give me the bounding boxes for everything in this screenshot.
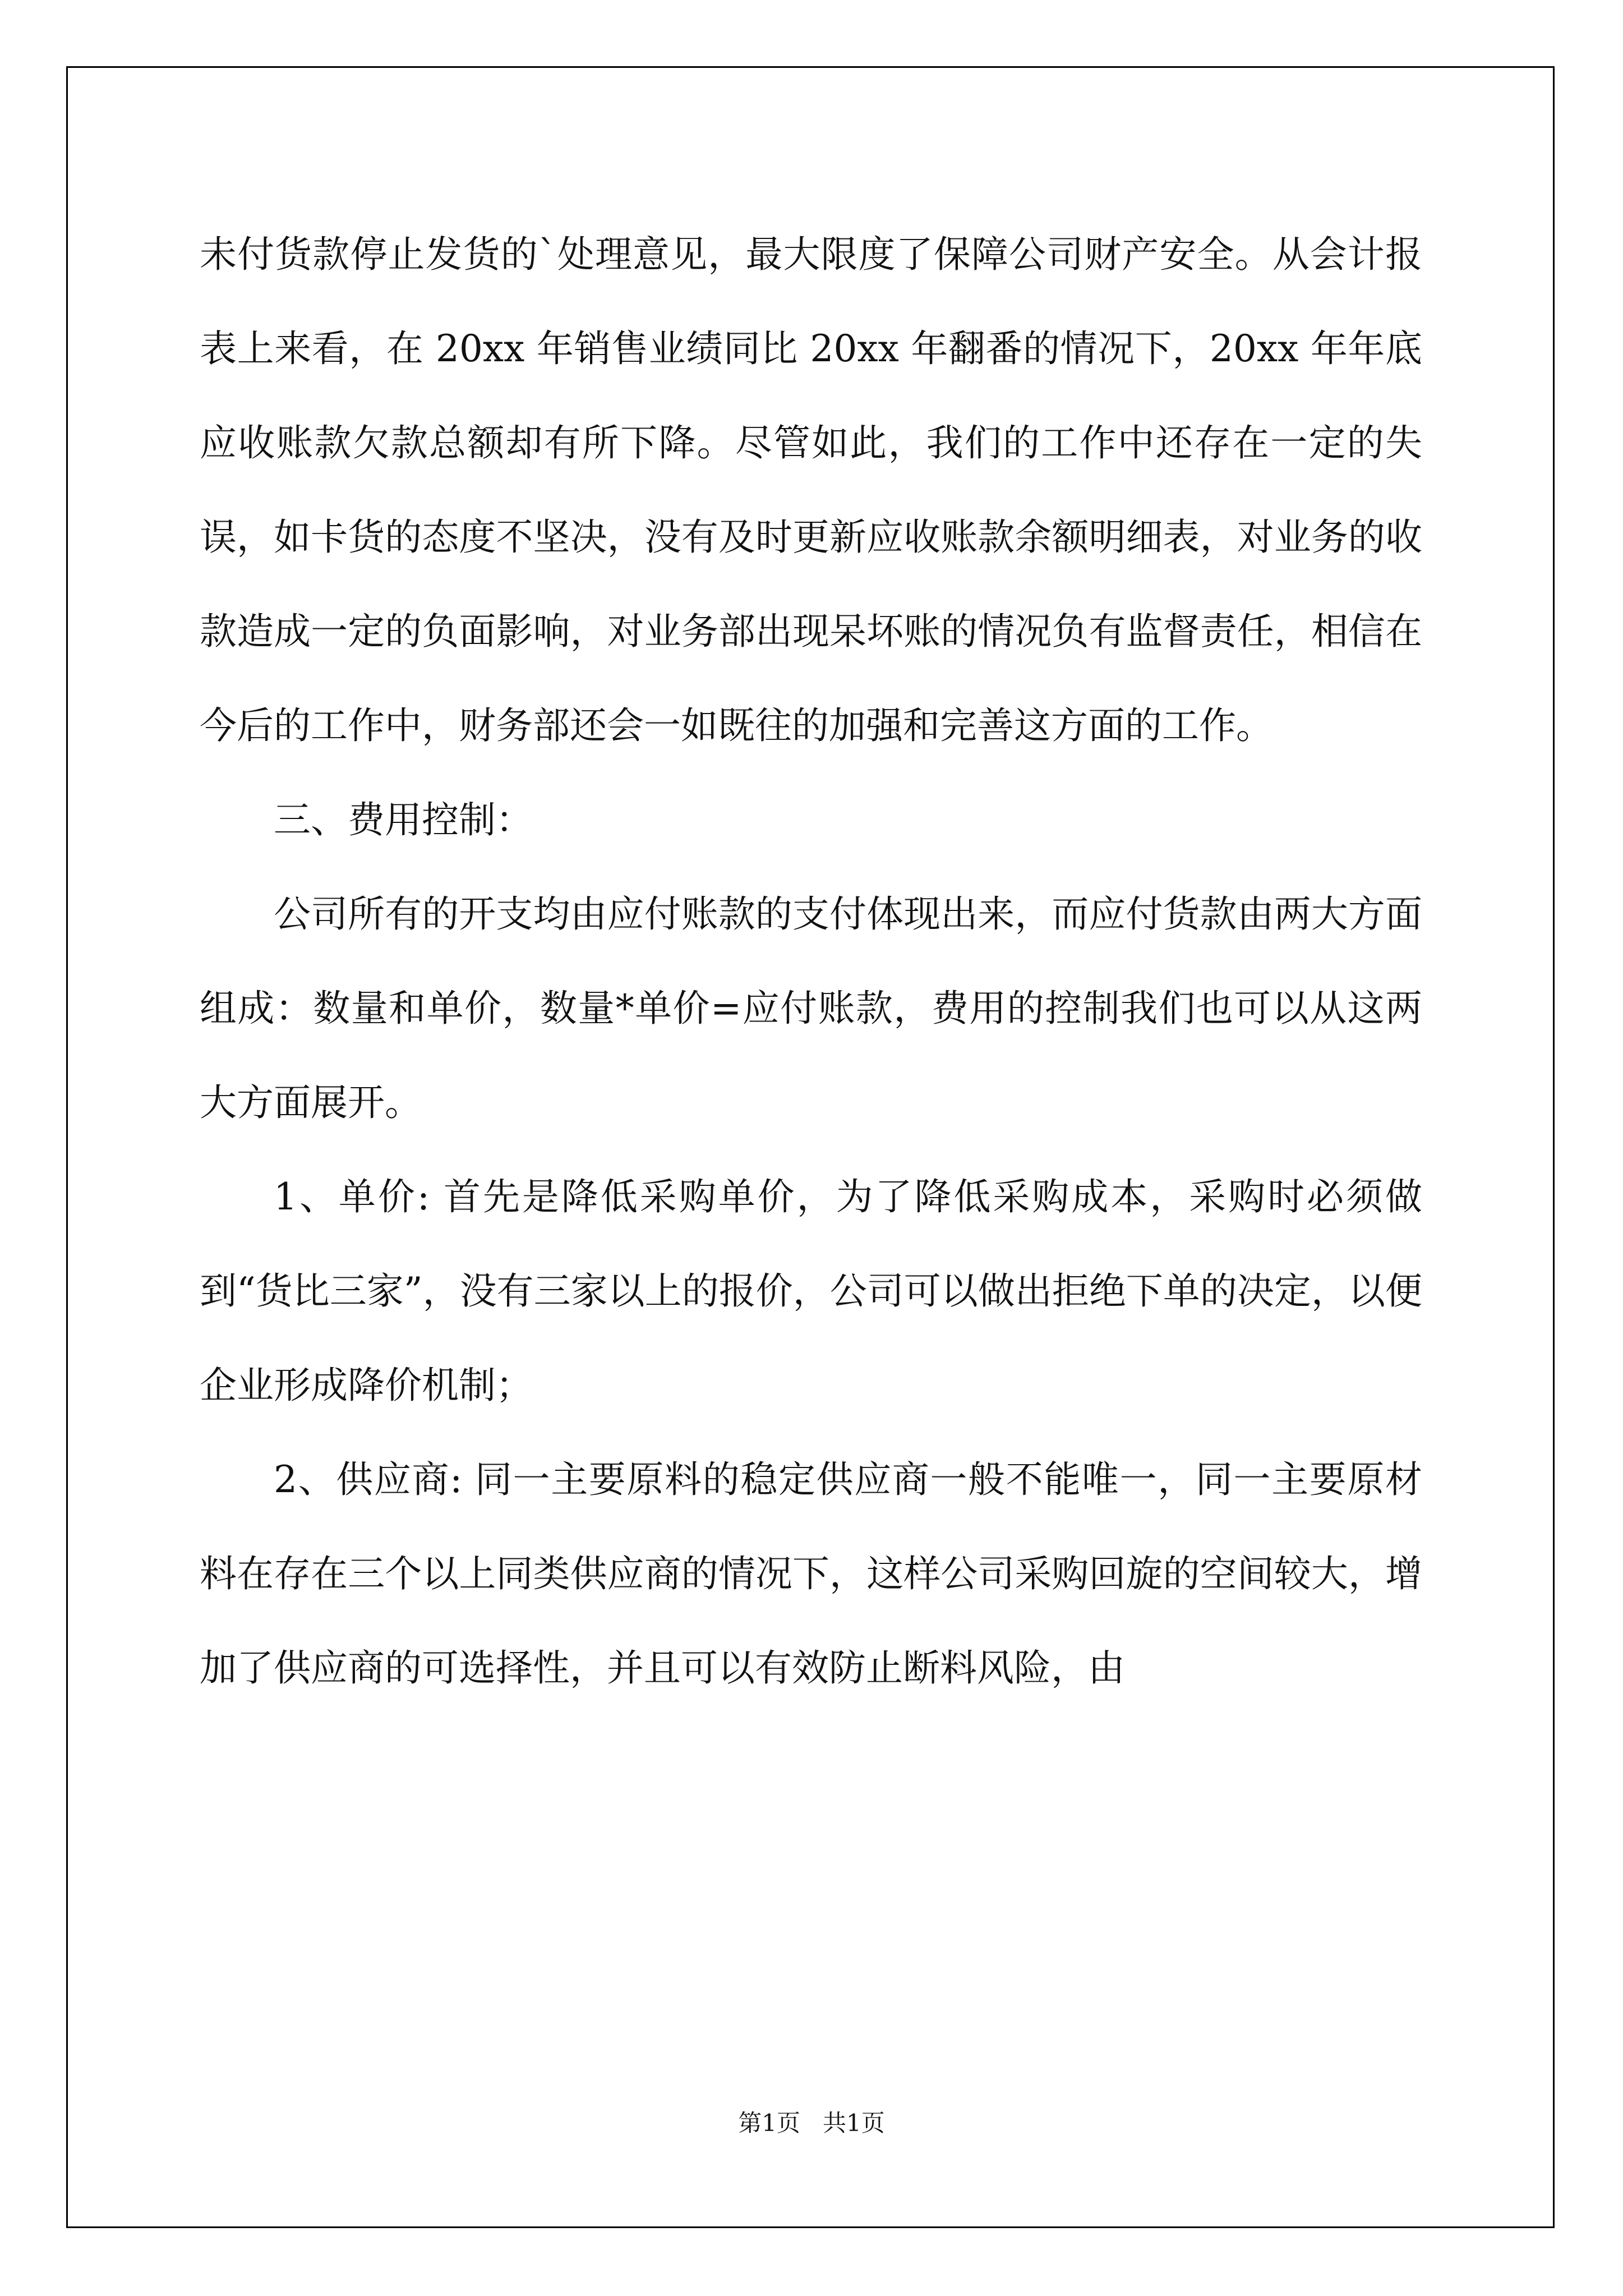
page-footer (0, 2105, 1623, 2138)
paragraph-expense-overview: 公司所有的开支均由应付账款的支付体现出来，而应付货款由两大方面组成：数量和单价，数量*单价=应付账款，费用的控制我们也可以从这两大方面展开。 (200, 892, 1422, 1124)
page-number-label: 第1页 (738, 2109, 800, 2137)
document-body (200, 208, 1422, 1715)
paragraph-supplier: 2、供应商: 同一主要原料的稳定供应商一般不能唯一，同一主要原材料在存在三个以上同类供应商的情况下，这样公司采购回旋的空间较大，增加了供应商的可选择性，并且可以有效防止断料风险，由 (200, 1458, 1422, 1690)
page-total-label: 共1页 (823, 2109, 885, 2137)
paragraph-continuation: 未付货款停止发货的`处理意见，最大限度了保障公司财产安全。从会计报表上来看，在 20xx 年销售业绩同比 20xx 年翻番的情况下，20xx 年年底应收账款欠款总额却有所下降。尽管如此，我们的工作中还存在一定的失误，如卡货的态度不坚决，没有及时更新应收账款余额明细表，对业务的收款造成一定的负面影响，对业务部出现呆坏账的情况负有监督责任，相信在今后的工作中，财务部还会一如既往的加强和完善这方面的工作。 (200, 233, 1422, 747)
section-heading-expense-control: 三、费用控制： (274, 798, 533, 841)
paragraph-unit-price: 1、单价: 首先是降低采购单价，为了降低采购成本，采购时必须做到“货比三家”，没有三家以上的报价，公司可以做出拒绝下单的决定，以便企业形成降价机制； (200, 1175, 1422, 1407)
